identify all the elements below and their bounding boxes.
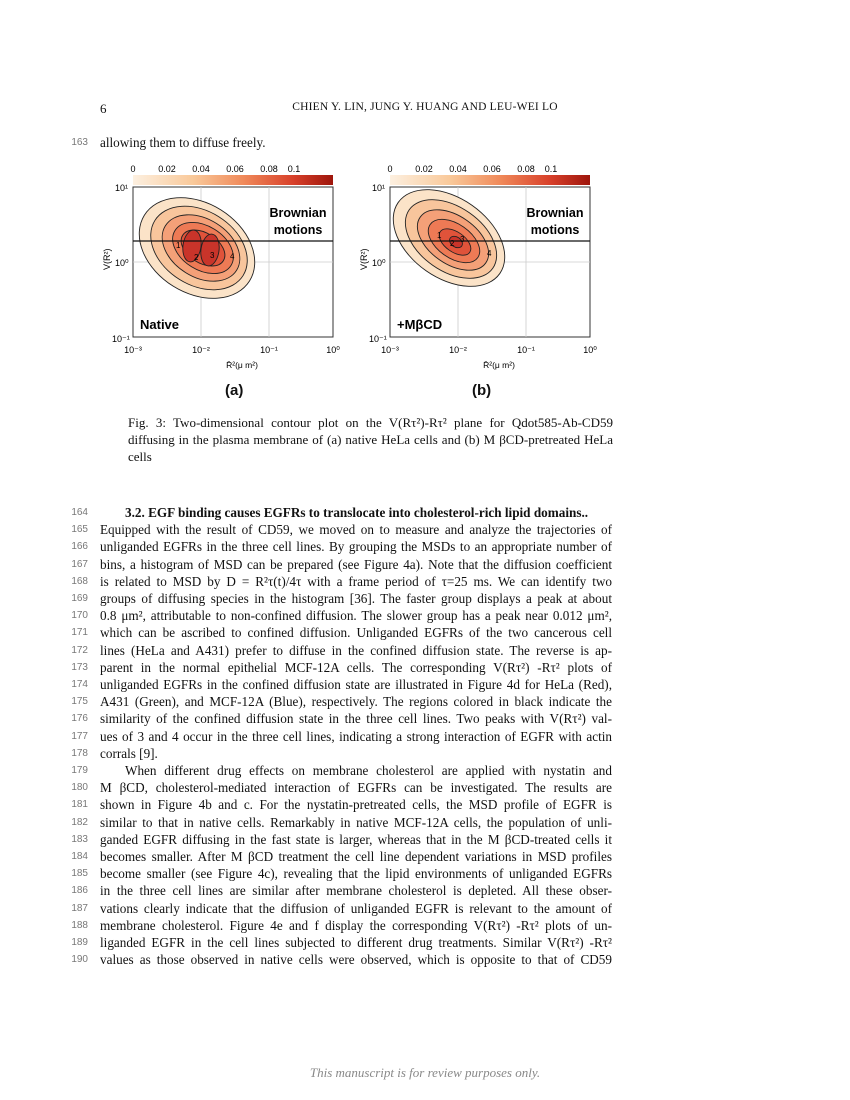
body-line: vations clearly indicate that the diffusion of unliganded EGFR is relevant to the amount of bbox=[100, 900, 612, 916]
x-tick: 10⁻² bbox=[449, 345, 467, 355]
body-line: membrane cholesterol. Figure 4e and f display the corresponding V(Rτ²) -Rτ² plots of un- bbox=[100, 917, 612, 933]
line-number: 182 bbox=[71, 816, 88, 828]
body-line: ues of 3 and 4 occur in the three cell lines, indicating a strong interaction of EGFR with actin bbox=[100, 728, 612, 744]
colorbar-tick: 0.06 bbox=[226, 164, 244, 174]
body-line: shown in Figure 4b and c. For the nystatin-pretreated cells, the MSD profile of EGFR is bbox=[100, 797, 612, 813]
x-tick: 10⁻¹ bbox=[260, 345, 278, 355]
colorbar bbox=[390, 175, 590, 185]
y-axis-label: V(R²) bbox=[102, 248, 112, 270]
y-axis-label: V(R²) bbox=[359, 248, 369, 270]
panel-b bbox=[359, 164, 597, 370]
body-line: allowing them to diffuse freely. bbox=[100, 135, 266, 150]
region-label: Brownian bbox=[526, 206, 584, 220]
line-number: 167 bbox=[71, 558, 88, 570]
colorbar-tick: 0.02 bbox=[415, 164, 433, 174]
colorbar-tick: 0 bbox=[387, 164, 393, 174]
contour-set bbox=[375, 170, 522, 307]
line-number: 174 bbox=[71, 679, 88, 690]
contour-set bbox=[121, 177, 274, 319]
y-tick: 10⁰ bbox=[115, 258, 129, 268]
colorbar-tick: 0.08 bbox=[517, 164, 535, 174]
body-line: is related to MSD by D = R²τ(t)/4τ with a frame period of τ=25 ms. We can identify two bbox=[100, 573, 612, 589]
line-number: 175 bbox=[71, 696, 88, 708]
body-line: 0.8 μm², attributable to non-confined diffusion. The slower group has a peak near 0.012 μm², bbox=[100, 608, 612, 624]
line-number: 180 bbox=[71, 782, 88, 794]
region-label: motions bbox=[273, 223, 323, 237]
line-number: 187 bbox=[71, 902, 88, 914]
x-axis-label: R̄²(μ m²) bbox=[483, 360, 515, 370]
body-line: corrals [9]. bbox=[100, 745, 158, 761]
body-line: ganded EGFR diffusing in the fast state is larger, whereas that in the M βCD-treated cells it bbox=[100, 831, 612, 847]
region-label: Brownian bbox=[269, 206, 327, 220]
review-footer: This manuscript is for review purposes only. bbox=[309, 1065, 541, 1080]
line-number: 178 bbox=[71, 747, 88, 759]
contour-number: 4 bbox=[487, 249, 492, 258]
y-tick: 10¹ bbox=[372, 183, 386, 193]
line-number: 166 bbox=[71, 541, 88, 553]
body-line: becomes smaller. After M βCD treatment the cell line dependent variations in MSD profiles bbox=[100, 849, 612, 864]
contour-number: 3 bbox=[460, 235, 465, 244]
line-number: 164 bbox=[71, 507, 88, 518]
line-number: 184 bbox=[71, 851, 88, 862]
colorbar-tick: 0.06 bbox=[483, 164, 501, 174]
figure-caption: Fig. 3: Two-dimensional contour plot on the V(Rτ²)-Rτ² plane for Qdot585-Ab-CD59 diffusing in the plasma membrane of (a) native HeLa cells and (b) M βCD-pretreated HeLa cells bbox=[128, 415, 613, 464]
colorbar-tick: 0 bbox=[130, 164, 136, 174]
colorbar-tick: 0.08 bbox=[260, 164, 278, 174]
body-line: values as those observed in native cells were observed, which is opposite to that of CD59 bbox=[100, 952, 612, 968]
running-title: CHIEN Y. LIN, JUNG Y. HUANG AND LEU-WEI LO bbox=[292, 101, 558, 113]
x-axis-label: R̄²(μ m²) bbox=[226, 360, 258, 370]
colorbar-tick: 0.04 bbox=[449, 164, 467, 174]
body-line: in the three cell lines are similar after membrane cholesterol is depleted. All these obser- bbox=[100, 883, 612, 899]
line-number: 170 bbox=[71, 610, 88, 622]
body-line: groups of diffusing species in the histogram [36]. The faster group displays a peak at about bbox=[100, 591, 612, 606]
line-number: 186 bbox=[71, 885, 88, 897]
contour-number: 2 bbox=[450, 239, 455, 248]
y-tick: 10⁻¹ bbox=[112, 334, 130, 344]
line-number: 185 bbox=[71, 868, 88, 880]
body-line: which can be ascribed to confined diffusion. Unliganded EGFRs of the two cancerous cell bbox=[100, 625, 612, 641]
line-number: 171 bbox=[71, 627, 88, 639]
line-number: 181 bbox=[71, 799, 88, 811]
page-number: 6 bbox=[100, 101, 107, 116]
body-line: Equipped with the result of CD59, we moved on to measure and analyze the trajectories of bbox=[100, 522, 612, 538]
line-number: 183 bbox=[71, 833, 88, 845]
line-number: 165 bbox=[71, 524, 88, 536]
line-number: 173 bbox=[71, 661, 88, 673]
condition-label: Native bbox=[140, 317, 180, 332]
body-line: similar to that in native cells. Remarkably in native MCF-12A cells, the population of unli- bbox=[100, 814, 612, 830]
contour-number: 1 bbox=[437, 231, 442, 240]
contour-number: 4 bbox=[230, 252, 235, 261]
y-tick: 10¹ bbox=[115, 183, 129, 193]
line-number: 177 bbox=[71, 730, 88, 742]
body-line: similarity of the confined diffusion state in the three cell lines. Two peaks with V(Rτ²) val- bbox=[100, 711, 612, 727]
colorbar-tick: 0.02 bbox=[158, 164, 176, 174]
body-line: liganded EGFR in the cell lines subjected to different drug treatments. Similar V(Rτ²) -Rτ² bbox=[100, 935, 612, 950]
line-number: 179 bbox=[71, 765, 88, 776]
x-tick: 10⁻³ bbox=[381, 345, 399, 355]
section-heading: 3.2. EGF binding causes EGFRs to translocate into cholesterol-rich lipid domains.. bbox=[125, 505, 589, 520]
line-number: 190 bbox=[71, 954, 88, 966]
contour-number: 1 bbox=[176, 241, 181, 250]
panel-label-b: (b) bbox=[472, 382, 492, 399]
body-line: bins, a histogram of MSD can be prepared (see Figure 4a). Note that the diffusion coefficient bbox=[100, 556, 612, 572]
colorbar-tick: 0.04 bbox=[192, 164, 210, 174]
colorbar-tick: 0.1 bbox=[544, 164, 558, 174]
body-line: unliganded EGFRs in the three cell lines. By grouping the MSDs to an appropriate number of bbox=[100, 539, 612, 555]
x-tick: 10⁰ bbox=[326, 345, 340, 355]
panel-a bbox=[102, 164, 340, 370]
condition-label: +MβCD bbox=[397, 317, 443, 332]
x-tick: 10⁰ bbox=[583, 345, 597, 355]
body-line: lines (HeLa and A431) prefer to diffuse in the confined diffusion state. The reverse is ap- bbox=[100, 642, 612, 658]
body-line: When different drug effects on membrane cholesterol are applied with nystatin and bbox=[125, 763, 612, 778]
figure-3 bbox=[100, 160, 615, 410]
body-line: A431 (Green), and MCF-12A (Blue), respectively. The regions colored in black indicate the bbox=[100, 694, 612, 710]
y-tick: 10⁰ bbox=[372, 258, 386, 268]
x-tick: 10⁻¹ bbox=[517, 345, 535, 355]
contour-figure bbox=[100, 160, 615, 410]
line-number: 168 bbox=[71, 575, 88, 587]
contour-number: 3 bbox=[210, 251, 215, 260]
body-line: become smaller (see Figure 4c), revealing that the lipid environments of unliganded EGFRs bbox=[100, 866, 612, 882]
body-line: M βCD, cholesterol-mediated interaction of EGFRs can be investigated. The results are bbox=[100, 780, 612, 796]
line-number: 176 bbox=[71, 713, 88, 725]
line-number: 188 bbox=[71, 919, 88, 931]
body-line: parent in the normal epithelial MCF-12A cells. The corresponding V(Rτ²) -Rτ² plots of bbox=[100, 659, 612, 675]
line-number: 189 bbox=[71, 937, 88, 948]
body-line: unliganded EGFRs in the confined diffusion state are illustrated in Figure 4d for HeLa (Red), bbox=[100, 677, 612, 692]
region-label: motions bbox=[530, 223, 580, 237]
x-tick: 10⁻² bbox=[192, 345, 210, 355]
colorbar bbox=[133, 175, 333, 185]
line-number: 163 bbox=[71, 137, 88, 148]
panel-label-a: (a) bbox=[225, 382, 244, 399]
contour-number: 2 bbox=[194, 253, 199, 262]
y-tick: 10⁻¹ bbox=[369, 334, 387, 344]
line-number: 172 bbox=[71, 644, 88, 656]
colorbar-tick: 0.1 bbox=[287, 164, 301, 174]
x-tick: 10⁻³ bbox=[124, 345, 142, 355]
line-number: 169 bbox=[71, 593, 88, 604]
